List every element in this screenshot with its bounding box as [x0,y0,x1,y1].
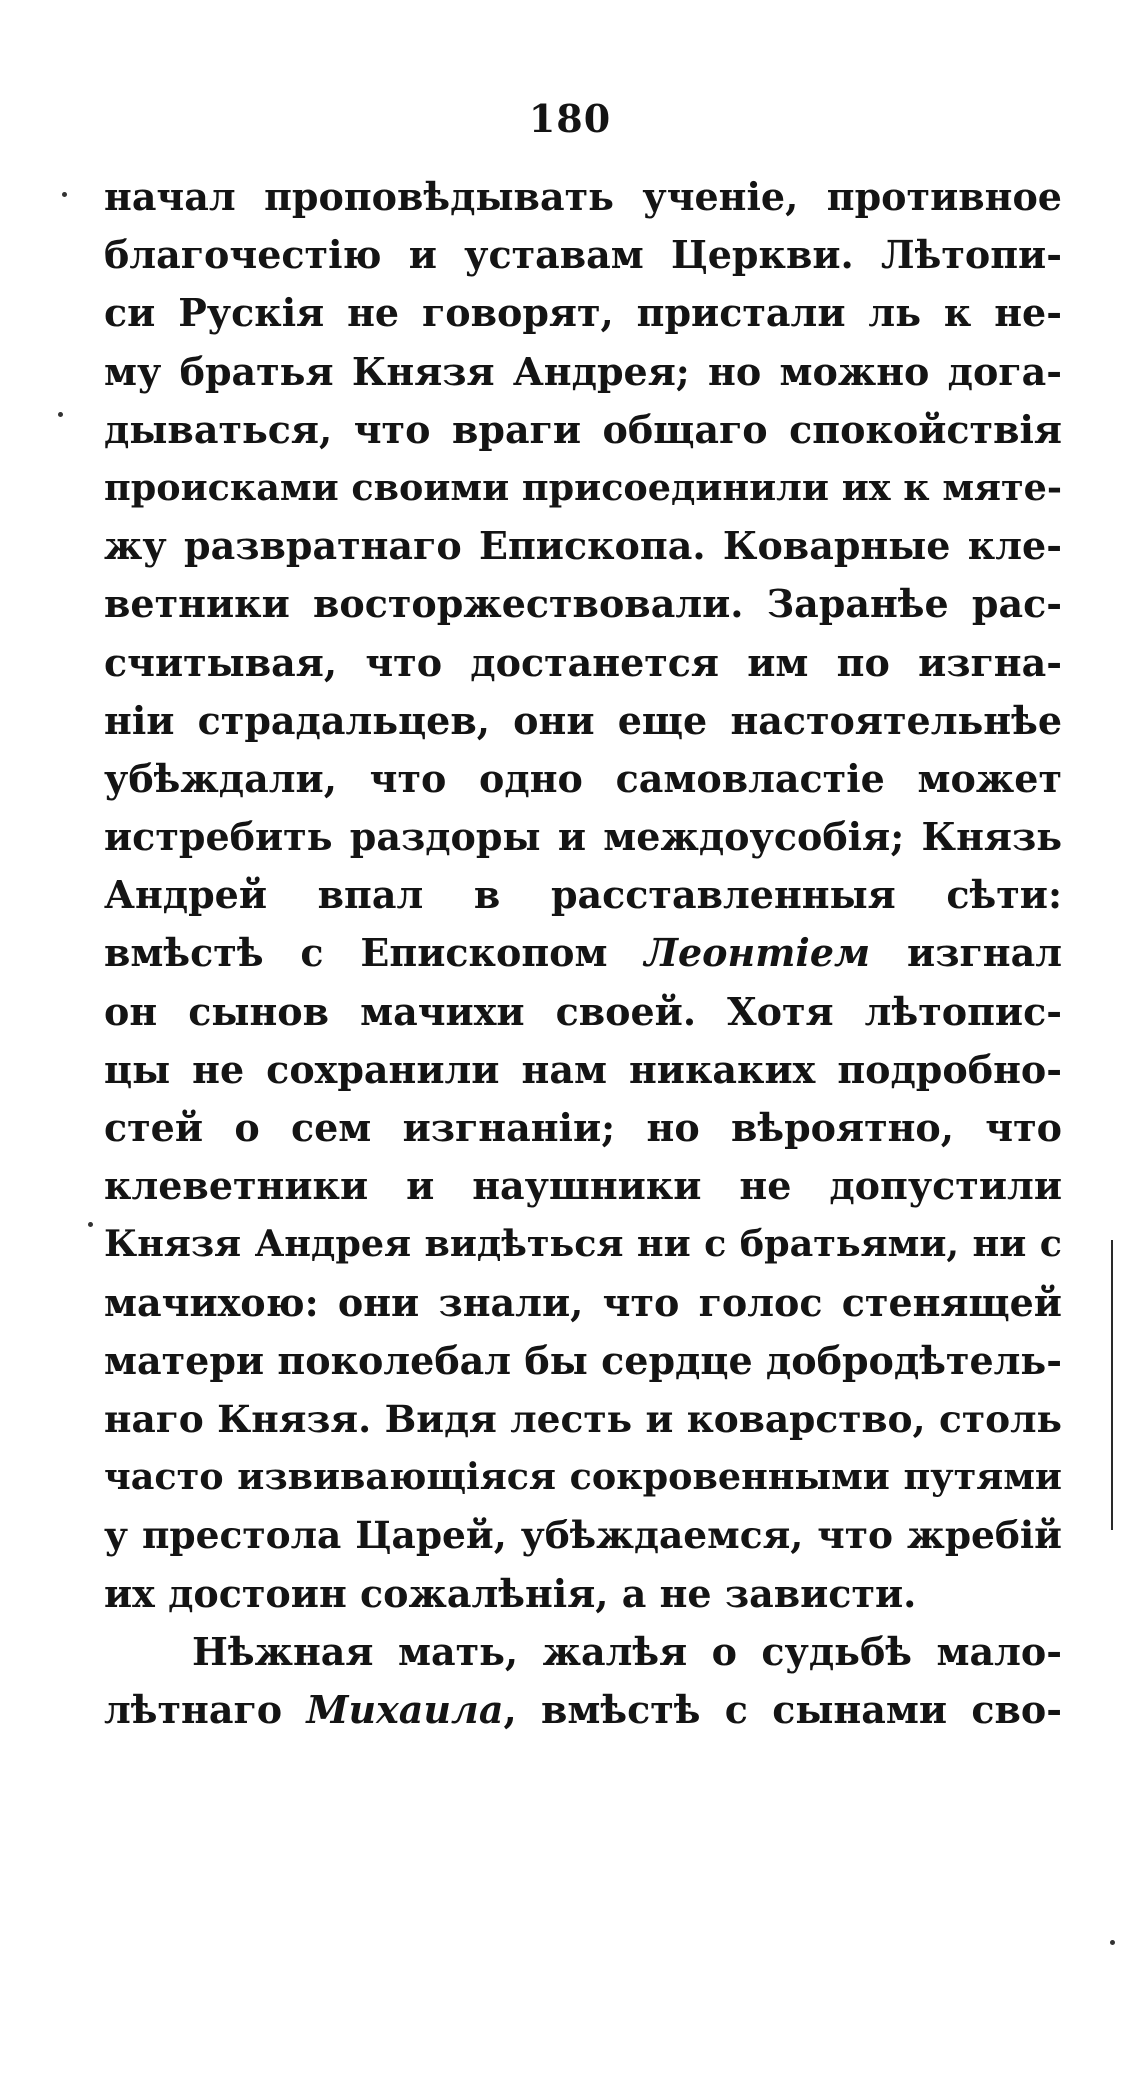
italic-name: Михаила [306,1686,504,1732]
page-number: 180 [528,96,612,141]
text-line: их достоин сожалѣнія, а не зависти. [104,1570,917,1616]
text-line: Нѣжная мать, жалѣя о судьбѣ мало- [192,1628,1062,1674]
text-line: матери поколебал бы сердце добродѣтель- [104,1337,1062,1383]
body-text [104,168,1062,1739]
text-line: истребить раздоры и междоусобія; Князь [104,814,1062,860]
margin-rule [1111,1240,1113,1530]
italic-name: Леонтіем [644,930,871,976]
text-line: наго Князя. Видя лесть и коварство, столь [104,1396,1062,1441]
scan-speck [58,412,63,417]
text-line: он сынов мачихи своей. Хотя лѣтопис- [104,988,1062,1034]
text-line: ніи страдальцев, они еще настоятельнѣе [104,697,1062,743]
scan-speck [1110,1940,1115,1945]
text-line: цы не сохранили нам никаких подробно- [104,1046,1062,1092]
text-line: убѣждали, что одно самовластіе может [104,755,1062,801]
text-line: считывая, что достанется им по изгна- [104,639,1062,685]
text-line: клеветники и наушники не допустили [104,1163,1062,1209]
text-line: происками своими присоединили их к мяте- [104,465,1062,509]
text-line: благочестію и уставам Церкви. Лѣтопи- [104,232,1062,278]
text-line: стей о сем изгнаніи; но вѣроятно, что [104,1105,1062,1150]
text-line: Андрей впал в расставленныя сѣти: [104,872,1062,918]
text-line: си Рускія не говорят, пристали ль к не- [104,290,1062,336]
text-line: мачихою: они знали, что голос стенящей [104,1279,1062,1325]
text-line: му братья Князя Андрея; но можно дога- [104,348,1062,394]
text-segment: изгнал [870,930,1062,976]
text-line: у престола Царей, убѣждаемся, что жребій [104,1513,1062,1558]
text-segment: лѣтнаго [104,1686,307,1732]
text-line: ветники восторжествовали. Заранѣе рас- [104,581,1062,627]
text-line: часто извивающіяся сокровенными путями [104,1455,1062,1499]
text-line: жу развратнаго Епископа. Коварные кле- [104,523,1062,569]
text-line [104,1681,1062,1739]
text-line: начал проповѣдывать ученіе, противное [104,174,1062,219]
text-line [104,924,1062,982]
text-line: дываться, что враги общаго спокойствія [104,406,1062,452]
scan-speck [88,1222,93,1227]
text-segment: вмѣстѣ с Епископом [104,930,645,976]
scan-speck [62,192,67,197]
text-segment: , вмѣстѣ с сынами сво- [503,1686,1062,1732]
text-line: Князя Андрея видѣться ни с братьями, ни с [104,1222,1062,1266]
